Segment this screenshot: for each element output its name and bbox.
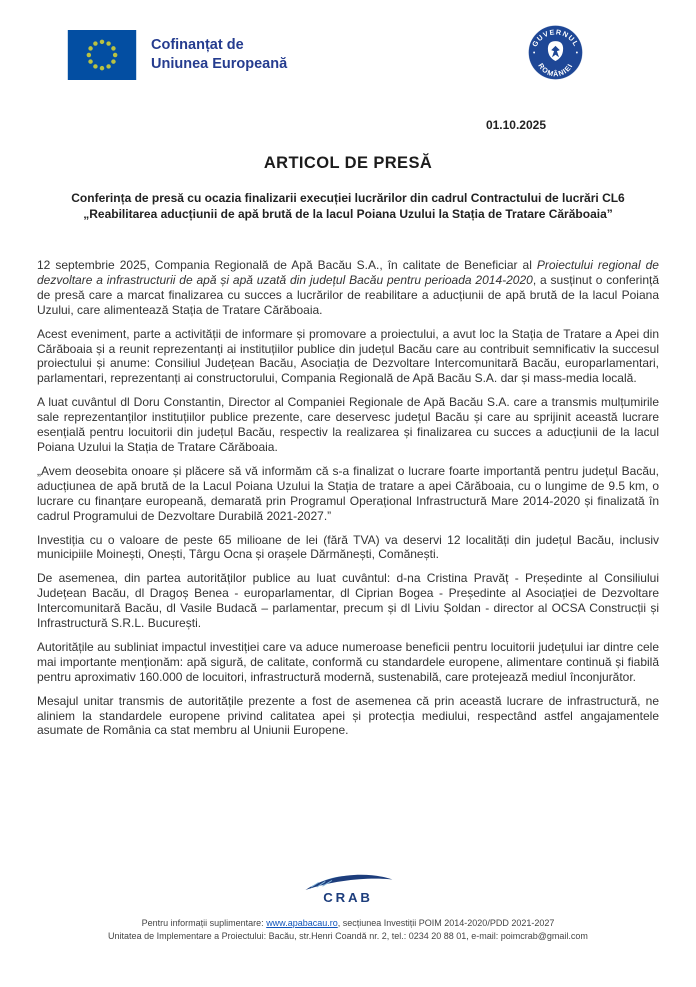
paragraph-7: Autoritățile au subliniat impactul investiției care va aduce numeroase beneficii pentru locuitorii județului iar dintre cele mai importante menționăm: apă sigură, de calitate, conformă cu standardele europene, alimentare continuă și fiabilă pentru aproximativ 160.000 de locuitori, infrastructură modernă, sustenabilă, care protejează mediul înconjurător.: [37, 639, 659, 684]
project-name-italic: Proiectului regional de dezvoltare a infrastructurii de apă și apă uzată din județul Bacău pentru perioada 2014-2020: [37, 258, 659, 287]
eu-cofunding-logo: [64, 30, 287, 80]
seal-bottom-text: ROMÂNIEI: [536, 61, 575, 79]
footer: [0, 868, 696, 942]
paragraph-1: [37, 258, 659, 318]
footer-contact-lines: [0, 917, 696, 942]
crab-logo-text: CRAB: [323, 890, 373, 906]
footer-line-2: Unitatea de Implementare a Proiectului: Bacău, str.Henri Coandă nr. 2, tel.: 0234 20 88 01, e-mail: poimcrab@gmail.com: [108, 930, 588, 941]
government-seal-icon: [527, 24, 584, 81]
eu-cofunding-label: [151, 36, 287, 74]
paragraph-6: De asemenea, din partea autorităților publice au luat cuvântul: d-na Cristina Pravăț - Președinte al Consiliului Județean Bacău, dl Dragoș Benea - europarlamentar, dl Ciprian Bogea - Președinte al Asociației de Dezvoltare Intercomunitară Bacău, dl Vasile Budacă – parlamentar, precum și dl Liviu Șoldan - director al OCSA Construcții și Infrastructură S.R.L. București.: [37, 571, 659, 631]
paragraph-1-post: , a susținut o conferință de presă care a marcat finalizarea cu succes a lucrărilor de reabilitare a aducțiunii de apă brută de la lacul Poiana Uzului, care alimentează Stația de Tratare Cărăboaia.: [37, 272, 659, 317]
document-date: 01.10.2025: [485, 118, 546, 132]
eu-flag-icon: [64, 30, 140, 80]
seal-top-text: GUVERNUL: [530, 28, 581, 49]
footer-line1-pre: Pentru informații suplimentare:: [141, 918, 267, 928]
paragraph-8: Mesajul unitar transmis de autoritățile prezente a fost de asemenea că prin această lucrare de infrastructură, ne aliniem la standardele europene privind calitatea apei și protecția mediului, respectând astfel angajamentele asumate de România ca stat membru al Uniunii Europene.: [37, 693, 659, 738]
press-release-subtitle: Conferința de presă cu ocazia finalizarii execuției lucrărilor din cadrul Contractului de lucrări CL6 „Reabilitarea aducțiunii de apă brută de la lacul Poiana Uzului la Stația de Tratare Cărăboaia”: [71, 191, 625, 221]
crab-logo-icon: [296, 868, 400, 910]
paragraph-2: Acest eveniment, parte a activității de informare și promovare a proiectului, a avut loc la Stația de Tratare a Apei din Cărăboaia și a reunit reprezentanți ai instituțiilor publice din județul Bacău care au contribuit semnificativ la succesul proiectului și anume: Consiliul Județean Bacău, Asociația de Dezvoltare Intercomunitară Bacău, europarlamentari, parlamentari, reprezentanți ai constructorului, Compania Regională de Apă Bacău S.A. dar și mass-media locală.: [37, 326, 659, 386]
website-link[interactable]: www.apabacau.ro: [266, 918, 338, 928]
page-title: ARTICOL DE PRESĂ: [263, 154, 433, 172]
footer-line1-post: , secțiunea Investiții POIM 2014-2020/PDD 2021-2027: [337, 918, 555, 928]
paragraph-1-pre: 12 septembrie 2025, Compania Regională de Apă Bacău S.A., în calitate de Beneficiar al: [37, 258, 537, 272]
eu-cofunding-line2: Uniunea Europeană: [151, 56, 288, 72]
paragraph-3: A luat cuvântul dl Doru Constantin, Director al Companiei Regionale de Apă Bacău S.A. care a transmis mulțumirile sale reprezentanților instituțiilor publice prezente, care deservesc județul Bacău și care au sprijinit această lucrare esențială pentru locuitorii din județul Bacău, respectiv la realizarea și finalizarea cu succes a aducțiunii de la lacul Poiana Uzului la Stația de Tratare Cărăboaia.: [37, 395, 659, 454]
footer-line-1: [0, 917, 696, 930]
paragraph-5: Investiția cu o valoare de peste 65 milioane de lei (fără TVA) va deservi 12 localități din județul Bacău, inclusiv municipiile Moinești, Onești, Târgu Ocna și orașele Dărmănești, Comănești.: [37, 532, 659, 562]
eu-cofunding-line1: Cofinanțat de: [151, 37, 244, 54]
body-text: [37, 258, 659, 747]
paragraph-4-quote: „Avem deosebita onoare și plăcere să vă informăm că s-a finalizat o lucrare foarte importantă pentru județul Bacău, aducțiunea de apă brută de la Lacul Poiana Uzului la Stația de tratare a apei Cărăboaia, cu o lungime de 9.5 km, o lucrare cu finanțare europeană, demarată prin Programul Operațional Infrastructură Mare 2014-2020 și finalizată în cadrul Programului de Dezvoltare Durabilă 2021-2027.”: [37, 463, 659, 523]
